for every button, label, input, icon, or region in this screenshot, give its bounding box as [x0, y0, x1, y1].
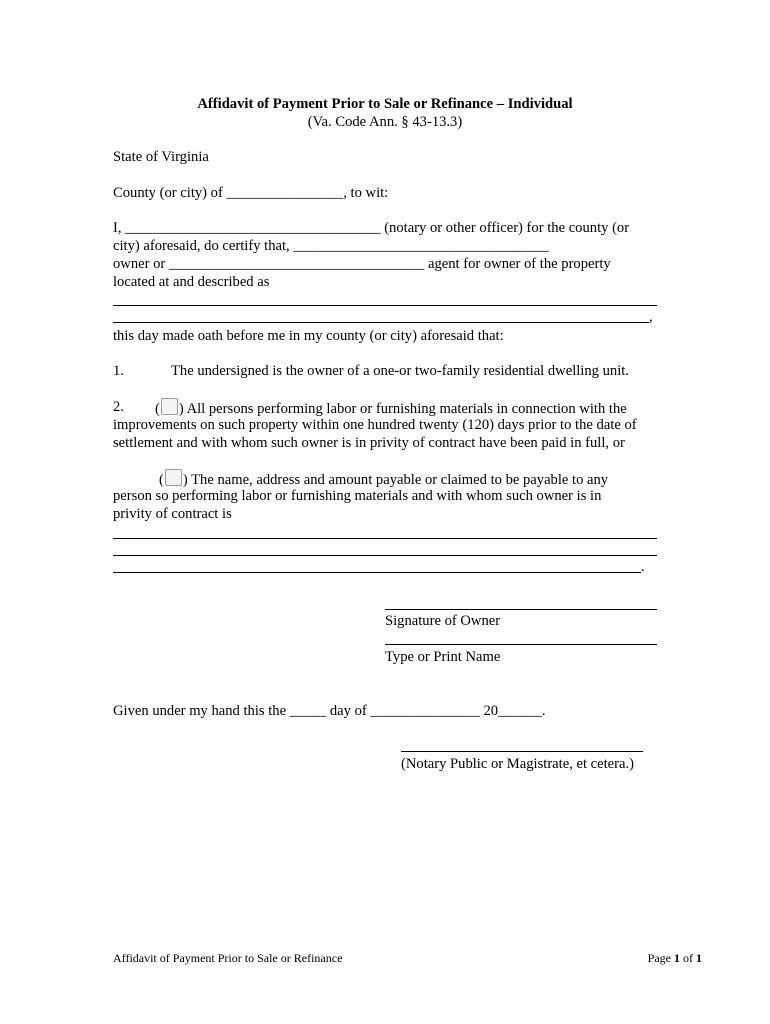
property-description-rule-1 — [113, 305, 657, 306]
county-line: County (or city) of ________________, to wit: — [113, 185, 389, 201]
property-comma: , — [649, 309, 653, 325]
owner-signature-rule — [385, 609, 657, 610]
print-name-rule — [385, 644, 657, 645]
certification-line-1: I, ___________________________________ (notary or other officer) for the county (or — [113, 220, 630, 236]
certification-line-3: owner or ___________________________________ agent for owner of the property — [113, 256, 611, 272]
state-line: State of Virginia — [113, 149, 209, 165]
payee-rule-3 — [113, 572, 641, 573]
option-a-line-1 — [155, 398, 627, 418]
given-under-hand-line: Given under my hand this the _____ day of _______________ 20______. — [113, 703, 546, 719]
payee-rule-2 — [113, 555, 657, 556]
notary-label: (Notary Public or Magistrate, et cetera.) — [401, 756, 635, 772]
signature-of-owner-label: Signature of Owner — [385, 613, 501, 629]
option-b-checkbox[interactable] — [165, 469, 182, 486]
option-b-line-2: person so performing labor or furnishing materials and with whom such owner is in — [113, 488, 602, 504]
footer-page-total: 1 — [696, 951, 702, 965]
option-a-paren: ( — [155, 401, 160, 417]
footer-document-name: Affidavit of Payment Prior to Sale or Refinance — [113, 951, 343, 965]
item-1-number: 1. — [113, 363, 124, 379]
certification-line-4: located at and described as — [113, 274, 270, 290]
payee-rule-1 — [113, 538, 657, 539]
option-b-line-1 — [159, 469, 608, 489]
document-title: Affidavit of Payment Prior to Sale or Refinance – Individual — [197, 96, 573, 112]
document-subtitle: (Va. Code Ann. § 43-13.3) — [307, 114, 463, 130]
option-a-line-2: improvements on such property within one hundred twenty (120) days prior to the date of — [113, 417, 637, 433]
oath-line: this day made oath before me in my county (or city) aforesaid that: — [113, 328, 504, 344]
type-or-print-name-label: Type or Print Name — [385, 649, 501, 665]
item-2-number: 2. — [113, 399, 124, 415]
certification-line-2: city) aforesaid, do certify that, ___________________________________ — [113, 238, 549, 254]
option-a-checkbox[interactable] — [161, 398, 178, 415]
footer-page-prefix: Page — [647, 951, 674, 965]
option-b-line-3: privity of contract is — [113, 506, 232, 522]
footer-page-of: of — [680, 951, 696, 965]
footer-page-current: 1 — [674, 951, 680, 965]
property-description-rule-2 — [113, 322, 649, 323]
item-1-text: The undersigned is the owner of a one-or two-family residential dwelling unit. — [171, 363, 629, 379]
payee-period: . — [641, 559, 645, 575]
option-a-line-3: settlement and with whom such owner is in privity of contract have been paid in full, or — [113, 435, 625, 451]
notary-signature-rule — [401, 751, 643, 752]
option-a-text: ) All persons performing labor or furnishing materials in connection with the — [178, 401, 627, 417]
option-b-text: ) The name, address and amount payable or claimed to be payable to any — [182, 472, 609, 488]
footer-page-number — [648, 949, 702, 967]
option-b-paren: ( — [159, 472, 164, 488]
